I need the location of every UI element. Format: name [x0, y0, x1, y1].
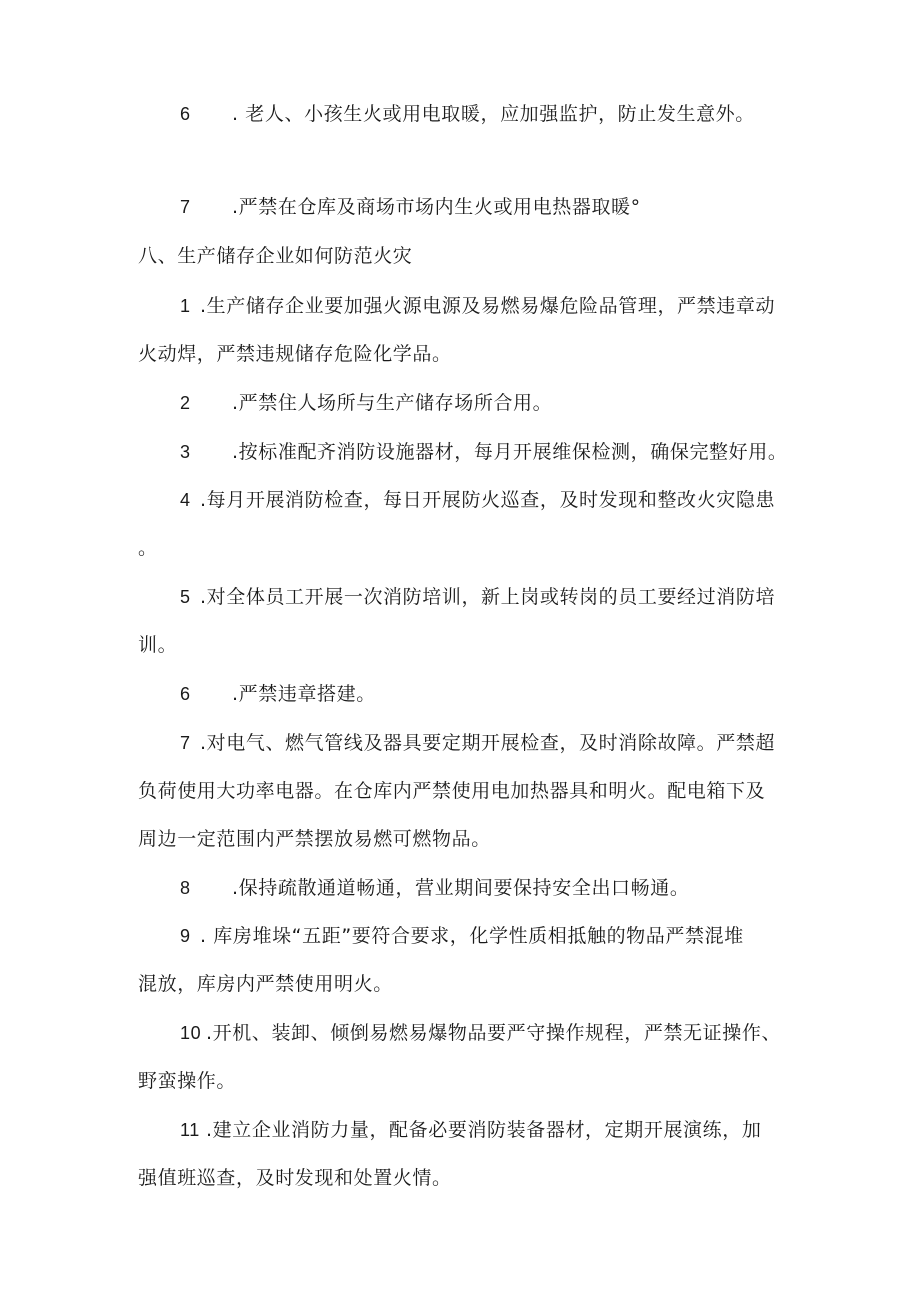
item-number: 8	[180, 878, 191, 898]
item-7-cont-1: 负荷使用大功率电器。在仓库内严禁使用电加热器具和明火。配电箱下及	[138, 780, 766, 802]
item-11	[180, 1117, 761, 1143]
item-number: 11	[180, 1120, 200, 1140]
item-7-cont-2: 周边一定范围内严禁摆放易燃可燃物品。	[138, 828, 491, 850]
item-9	[180, 923, 744, 949]
item-text: .严禁违章搭建。	[232, 683, 376, 705]
item-text: . 库房堆垛“五距”要符合要求，化学性质相抵触的物品严禁混堆	[200, 925, 744, 947]
item-9-cont: 混放，库房内严禁使用明火。	[138, 973, 393, 995]
item-number: 6	[180, 104, 191, 124]
item-text: .开机、装卸、倾倒易燃易爆物品要严守操作规程，严禁无证操作、	[206, 1022, 782, 1044]
item-number: 7	[180, 733, 191, 753]
item-10	[180, 1020, 781, 1046]
item-2	[180, 390, 552, 416]
item-8	[180, 875, 689, 901]
item-11-cont: 强值班巡查，及时发现和处置火情。	[138, 1167, 452, 1189]
item-text: .生产储存企业要加强火源电源及易燃易爆危险品管理，严禁违章动	[200, 295, 776, 317]
item-number: 9	[180, 926, 191, 946]
item-number: 3	[180, 442, 191, 462]
item-text: . 老人、小孩生火或用电取暖，应加强监护，防止发生意外。	[232, 103, 755, 125]
item-number: 5	[180, 587, 191, 607]
item-5-cont: 训。	[138, 634, 178, 656]
item-number: 4	[180, 490, 191, 510]
item-10-cont: 野蛮操作。	[138, 1070, 237, 1092]
item-number: 7	[180, 197, 191, 217]
item-text: .按标准配齐消防设施器材，每月开展维保检测，确保完整好用。	[232, 441, 788, 463]
item-4-cont: 。	[138, 537, 158, 559]
section-heading: 八、生产储存企业如何防范火灾	[138, 245, 413, 267]
item-text: .对电气、燃气管线及器具要定期开展检查，及时消除故障。严禁超	[200, 732, 776, 754]
item-4	[180, 487, 775, 513]
item-number: 6	[180, 684, 191, 704]
prev-item-6	[180, 101, 755, 127]
item-1	[180, 293, 775, 319]
item-6	[180, 681, 376, 707]
item-7	[180, 730, 775, 756]
item-number: 2	[180, 393, 191, 413]
item-number: 1	[180, 296, 191, 316]
item-text: .严禁在仓库及商场市场内生火或用电热器取暖°	[232, 196, 641, 218]
item-text: .对全体员工开展一次消防培训，新上岗或转岗的员工要经过消防培	[200, 586, 776, 608]
prev-item-7	[180, 194, 641, 220]
item-text: .严禁住人场所与生产储存场所合用。	[232, 392, 553, 414]
item-5	[180, 584, 775, 610]
item-1-cont: 火动焊，严禁违规储存危险化学品。	[138, 343, 452, 365]
item-3	[180, 439, 787, 465]
item-text: .每月开展消防检查，每日开展防火巡查，及时发现和整改火灾隐患	[200, 489, 776, 511]
item-text: .保持疏散通道畅通，营业期间要保持安全出口畅通。	[232, 877, 690, 899]
item-number: 10	[180, 1023, 202, 1043]
item-text: .建立企业消防力量，配备必要消防装备器材，定期开展演练，加	[206, 1119, 762, 1141]
